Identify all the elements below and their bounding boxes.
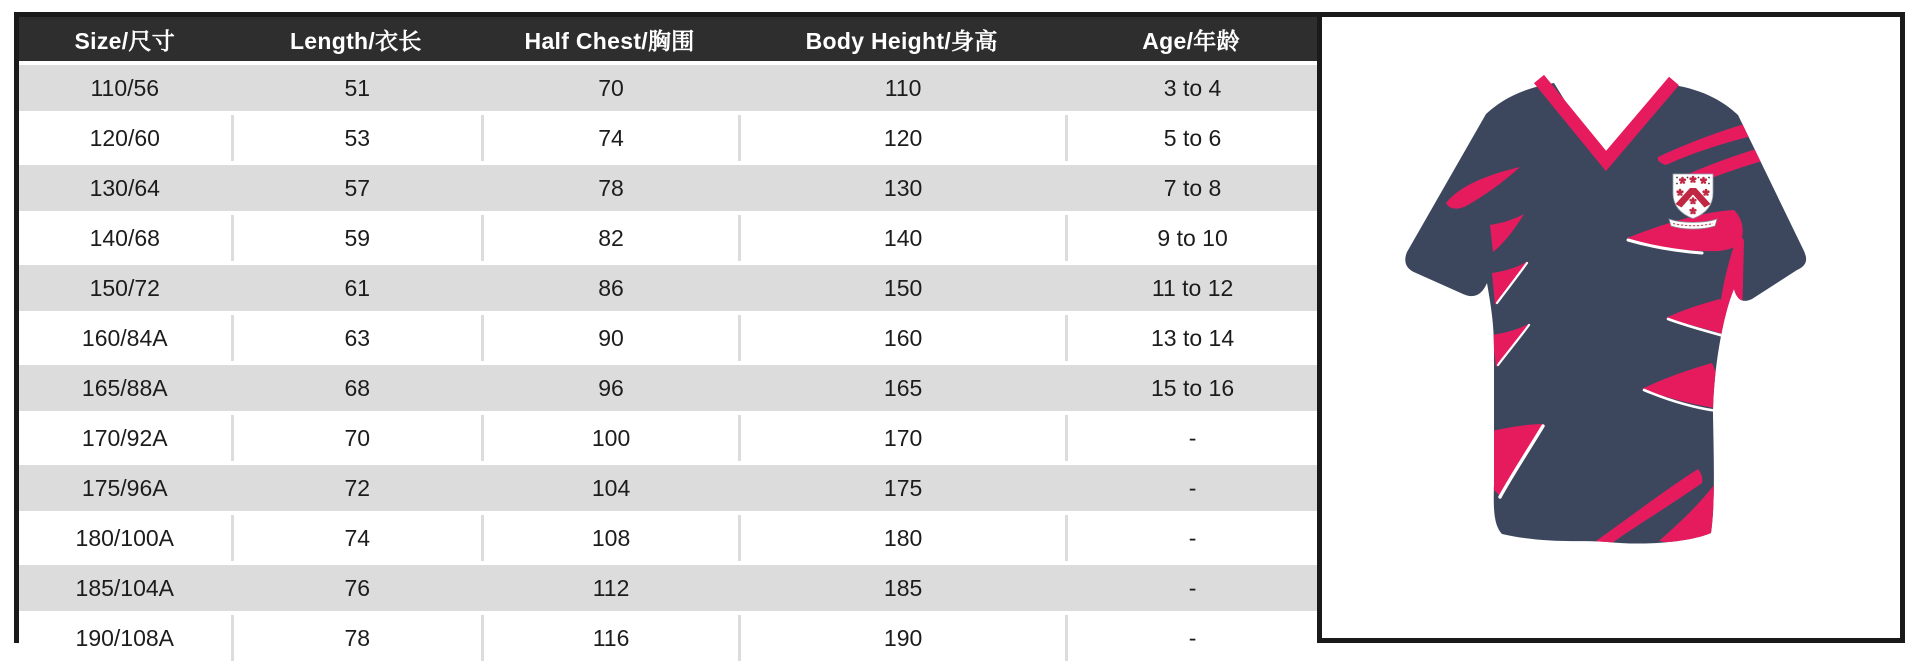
table-cell: 165 [738,365,1065,411]
jersey-panel [1322,17,1900,638]
table-cell: 100 [481,415,738,461]
table-cell: 130 [738,165,1065,211]
table-cell: 72 [231,465,482,511]
table-cell: 140/68 [19,215,231,261]
table-row [19,415,1317,461]
table-header-row [19,17,1317,61]
table-cell: 68 [231,365,482,411]
table-cell: 180 [738,515,1065,561]
table-row [19,265,1317,311]
table-cell: 120/60 [19,115,231,161]
table-cell: 13 to 14 [1065,315,1317,361]
table-cell: 170 [738,415,1065,461]
table-cell: 140 [738,215,1065,261]
table-cell: 112 [481,565,738,611]
table-body [19,65,1317,661]
table-row [19,365,1317,411]
size-chart-table [19,13,1317,665]
table-header [19,17,1317,61]
table-cell: 170/92A [19,415,231,461]
table-cell: 57 [231,165,482,211]
table-row [19,515,1317,561]
jersey-illustration [1360,55,1860,615]
table-row [19,315,1317,361]
table-row [19,165,1317,211]
table-cell: 108 [481,515,738,561]
table-cell: 116 [481,615,738,661]
table-cell: 150/72 [19,265,231,311]
table-cell: - [1065,515,1317,561]
table-cell: 74 [231,515,482,561]
table-cell: 3 to 4 [1065,65,1317,111]
table-cell: 76 [231,565,482,611]
table-row [19,465,1317,511]
table-cell: - [1065,615,1317,661]
table-cell: 175/96A [19,465,231,511]
table-cell: 59 [231,215,482,261]
table-cell: 190/108A [19,615,231,661]
table-cell: 160/84A [19,315,231,361]
table-cell: - [1065,415,1317,461]
table-cell: 110/56 [19,65,231,111]
table-cell: 160 [738,315,1065,361]
table-cell: 78 [481,165,738,211]
table-row [19,565,1317,611]
table-cell: 130/64 [19,165,231,211]
table-cell: 61 [231,265,482,311]
table-cell: - [1065,465,1317,511]
table-cell: 104 [481,465,738,511]
table-cell: 120 [738,115,1065,161]
table-cell: 180/100A [19,515,231,561]
table-cell: 90 [481,315,738,361]
table-cell: 165/88A [19,365,231,411]
content-frame [14,12,1905,651]
column-header-length: Length/衣长 [231,17,482,61]
table-cell: 9 to 10 [1065,215,1317,261]
table-cell: 190 [738,615,1065,661]
table-cell: 7 to 8 [1065,165,1317,211]
table-cell: 175 [738,465,1065,511]
table-cell: 63 [231,315,482,361]
table-cell: 185/104A [19,565,231,611]
table-cell: 11 to 12 [1065,265,1317,311]
table-cell: 86 [481,265,738,311]
table-cell: 82 [481,215,738,261]
table-cell: 185 [738,565,1065,611]
table-cell: 110 [738,65,1065,111]
table-cell: 74 [481,115,738,161]
table-row [19,115,1317,161]
table-cell: 5 to 6 [1065,115,1317,161]
table-cell: 51 [231,65,482,111]
size-chart-panel [19,17,1322,651]
table-cell: 15 to 16 [1065,365,1317,411]
table-cell: 78 [231,615,482,661]
table-cell: 70 [231,415,482,461]
table-cell: 53 [231,115,482,161]
column-header-age: Age/年龄 [1065,17,1317,61]
table-row [19,215,1317,261]
table-cell: 70 [481,65,738,111]
column-header-body-height: Body Height/身高 [738,17,1065,61]
table-row [19,615,1317,661]
table-cell: 150 [738,265,1065,311]
table-cell: 96 [481,365,738,411]
column-header-half-chest: Half Chest/胸围 [481,17,738,61]
table-row [19,65,1317,111]
column-header-size: Size/尺寸 [19,17,231,61]
table-cell: - [1065,565,1317,611]
